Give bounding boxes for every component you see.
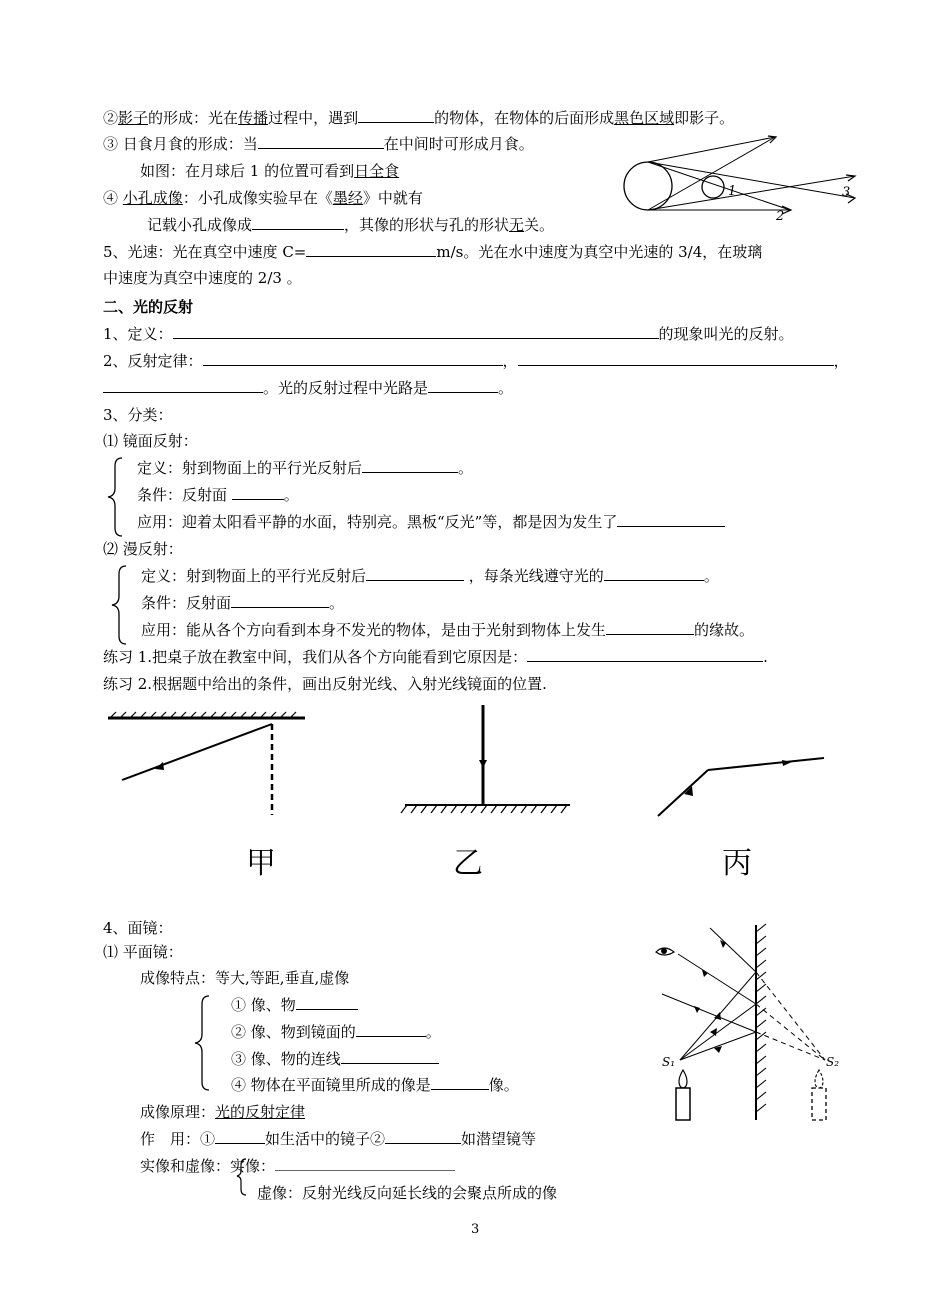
blank[interactable] xyxy=(431,1075,489,1090)
figure-jia xyxy=(100,710,320,820)
candle-image xyxy=(812,1088,826,1120)
eclipse-line: ③ 日食月食的形成：当 在中间时可形成月食。 xyxy=(103,135,534,153)
mirror-uses: 作 用：① 如生活中的镜子② 如潜望镜等 xyxy=(140,1130,537,1148)
diffuse-cond: 条件：反射面 。 xyxy=(141,594,345,612)
image-features: 成像特点：等大,等距,垂直,虚像 xyxy=(140,969,350,987)
reflection-definition: 1、定义： 的现象叫光的反射。 xyxy=(103,325,794,343)
flame xyxy=(679,1070,687,1088)
blank[interactable] xyxy=(341,1049,439,1064)
blank[interactable] xyxy=(385,1129,461,1144)
blank[interactable] xyxy=(358,108,434,123)
blank[interactable] xyxy=(306,242,436,257)
exercise-2: 练习 2.根据题中给出的条件，画出反射光线、入射光线镜面的位置. xyxy=(103,675,547,693)
diffuse-def: 定义：射到物面上的平行光反射后 ，每条光线遵守光的 。 xyxy=(141,567,719,585)
feature-4: ④ 物体在平面镜里所成的像是 像。 xyxy=(231,1076,519,1094)
brace xyxy=(110,564,130,646)
plane-mirror-diagram xyxy=(650,920,845,1125)
shadow-line: ②影子的形成：光在传播过程中，遇到 的物体，在物体的后面形成黑色区域即影子。 xyxy=(103,109,735,127)
blank[interactable] xyxy=(215,1129,265,1144)
blank[interactable] xyxy=(356,1022,426,1037)
feature-1: ① 像、物 xyxy=(231,995,358,1015)
blank[interactable] xyxy=(258,134,384,149)
imaging-principle: 成像原理：光的反射定律 xyxy=(140,1103,306,1121)
specular-app: 应用：迎着太阳看平静的水面，特别亮。黑板“反光”等，都是因为发生了 xyxy=(137,512,725,532)
source-label: S₁ xyxy=(662,1055,676,1069)
brace xyxy=(236,1157,248,1197)
light-speed: 5、光速：光在真空中速度 C= m/s。光在水中速度为真空中光速的 3/4，在玻璃 xyxy=(103,243,763,261)
blank[interactable] xyxy=(173,324,659,339)
eye-icon xyxy=(656,948,674,955)
blank[interactable] xyxy=(231,593,329,608)
section-heading: 二、光的反射 xyxy=(103,298,194,316)
blank[interactable] xyxy=(362,458,458,473)
classification: 3、分类： xyxy=(103,406,173,424)
exercise-1: 练习 1.把桌子放在教室中间，我们从各个方向能看到它原因是： . xyxy=(103,648,768,666)
eclipse-label-3: 3 xyxy=(842,185,851,200)
flame-image xyxy=(815,1070,823,1088)
figure-label-yi: 乙 xyxy=(453,846,483,881)
figure-label-jia: 甲 xyxy=(246,846,276,881)
virtual-image: 虚像：反射光线反向延长线的会聚点所成的像 xyxy=(257,1184,558,1202)
eclipse-example: 如图：在月球后 1 的位置可看到日全食 xyxy=(140,162,400,180)
eclipse-label-2: 2 xyxy=(776,209,785,224)
answer-blank[interactable] xyxy=(527,647,763,662)
blank[interactable] xyxy=(275,1156,455,1171)
brace xyxy=(193,994,213,1092)
page-number: 3 xyxy=(471,1222,480,1237)
blank[interactable] xyxy=(252,215,344,230)
specular-cond: 条件：反射面 。 xyxy=(137,486,299,504)
blank[interactable] xyxy=(103,378,263,393)
blank[interactable] xyxy=(366,566,464,581)
eclipse-diagram xyxy=(610,128,870,228)
eclipse-label-1: 1 xyxy=(728,184,737,199)
diffuse-app: 应用：能从各个方向看到本身不发光的物体，是由于光射到物体上发生 的缘故。 xyxy=(141,621,755,639)
blank[interactable] xyxy=(606,620,694,635)
figure-yi xyxy=(395,700,580,825)
blank[interactable] xyxy=(203,351,503,366)
image-label: S₂ xyxy=(826,1055,840,1069)
mirror-heading: 4、面镜： xyxy=(103,919,173,937)
arrow-head xyxy=(768,136,776,143)
light-speed-glass: 中速度为真空中速度的 2/3 。 xyxy=(103,269,302,287)
figure-label-bing: 丙 xyxy=(722,846,752,881)
specular-def: 定义：射到物面上的平行光反射后 。 xyxy=(137,459,474,477)
figure-bing xyxy=(650,750,835,830)
blank[interactable] xyxy=(617,512,725,527)
feature-3: ③ 像、物的连线 xyxy=(231,1049,439,1069)
plane-mirror-title: ⑴ 平面镜： xyxy=(103,943,183,961)
reflection-law: 2、反射定律： ， ， xyxy=(103,352,849,370)
diffuse-title: ⑵ 漫反射： xyxy=(103,540,183,558)
blank[interactable] xyxy=(296,995,358,1010)
blank[interactable] xyxy=(604,566,704,581)
candle xyxy=(676,1088,690,1120)
earth-circle xyxy=(624,162,672,210)
blank[interactable] xyxy=(518,351,834,366)
pinhole-line: ④ 小孔成像：小孔成像实验早在《墨经》中就有 xyxy=(103,189,423,207)
pinhole-record: 记载小孔成像成 ，其像的形状与孔的形状无关。 xyxy=(147,216,555,234)
brace xyxy=(106,456,126,538)
ray xyxy=(648,137,775,162)
blank[interactable] xyxy=(232,485,284,500)
reflection-law-cont: 。光的反射过程中光路是 。 xyxy=(103,378,513,398)
arrow-head xyxy=(846,175,855,181)
real-image: 实像和虚像：实像： xyxy=(140,1156,455,1176)
blank[interactable] xyxy=(428,378,498,393)
specular-title: ⑴ 镜面反射： xyxy=(103,432,198,450)
feature-2: ② 像、物到镜面的 。 xyxy=(231,1023,441,1041)
